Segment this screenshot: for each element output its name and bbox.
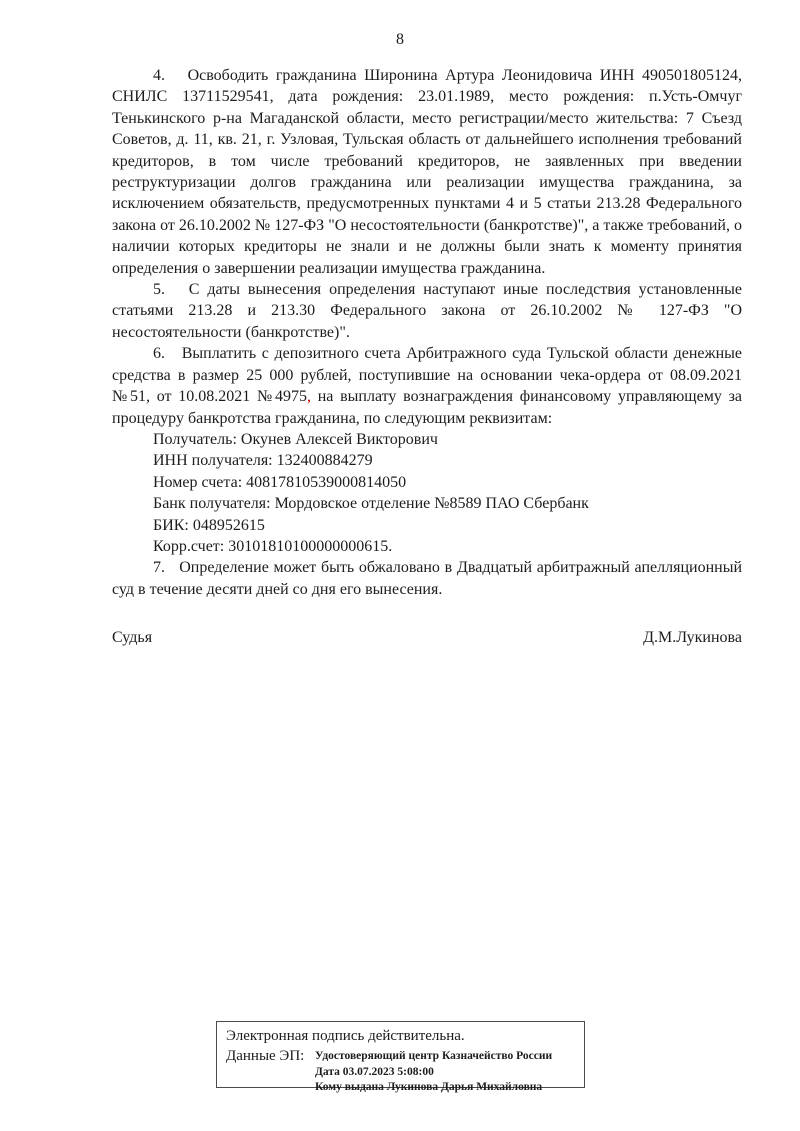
stamp-details — [315, 1047, 552, 1096]
digital-signature-stamp — [216, 1021, 585, 1093]
stamp-data-label: Данные ЭП: — [226, 1048, 305, 1064]
requisite-recipient: Получатель: Окунев Алексей Викторович — [153, 430, 438, 448]
requisite-inn: ИНН получателя: 132400884279 — [153, 452, 373, 470]
judge-label: Судья — [112, 629, 153, 647]
payment-requisites — [112, 429, 742, 557]
requisite-corr-account: Корр.счет: 30101810100000000615. — [153, 537, 393, 555]
requisite-account: Номер счета: 40817810539000814050 — [153, 473, 407, 491]
paragraph-6-text: 6. Выплатить с депозитного счета Арбитражного суда Тульской области денежные средства в размер 25 000 рублей, поступившие на основании чека-ордера от 08.09.2021 №51, от 10.08.2021 №4975 — [112, 345, 742, 406]
judge-signature-row — [112, 627, 742, 648]
stamp-certification-center: Удостоверяющий центр Казначейство России — [315, 1050, 553, 1062]
paragraph-6-payment — [112, 343, 742, 429]
requisite-bik: БИК: 048952615 — [153, 516, 265, 534]
stamp-issued-to: Кому выдана Лукинова Дарья Михайловна — [315, 1081, 543, 1093]
paragraph-6-text-continued: на выплату вознаграждения финансовому управляющему за процедуру банкротства гражданина, по следующим реквизитам: — [112, 388, 743, 427]
red-comma-mark: , — [306, 388, 311, 406]
judge-name: Д.М.Лукинова — [643, 629, 742, 647]
document-body — [112, 65, 742, 649]
page-number: 8 — [396, 31, 404, 48]
stamp-validity-title: Электронная подпись действительна. — [226, 1028, 465, 1044]
paragraph-4-release-citizen: 4. Освободить гражданина Широнина Артура Леонидовича ИНН 490501805124, СНИЛС 13711529541, дата рождения: 23.01.1989, место рождения: п.Усть-Омчуг Тенькинского р-на Магаданской области, место регистрации/место жительства: 7 Съезд Советов, д. 11, кв. 21, г. Узловая, Тульская область от дальнейшего исполнения требований кредиторов, в том числе требований кредиторов, не заявленных при введении реструктуризации долгов гражданина или реализации имущества гражданина, за исключением обязательств, предусмотренных пунктами 4 и 5 статьи 213.28 Федерального закона от 26.10.2002 № 127-ФЗ "О несостоятельности (банкротстве)", а также требований, о наличии которых кредиторы не знали и не должны были знать к моменту принятия определения о завершении реализации имущества гражданина. — [112, 67, 742, 277]
stamp-date: Дата 03.07.2023 5:08:00 — [315, 1065, 434, 1078]
paragraph-7-appeal: 7. Определение может быть обжаловано в Двадцатый арбитражный апелляционный суд в течение десяти дней со дня его вынесения. — [112, 559, 742, 598]
paragraph-5-consequences: 5. С даты вынесения определения наступают иные последствия установленные статьями 213.28 и 213.30 Федерального закона от 26.10.2002 № 127-ФЗ "О несостоятельности (банкротстве)". — [112, 281, 742, 341]
requisite-bank: Банк получателя: Мордовское отделение №8589 ПАО Сбербанк — [153, 495, 589, 513]
stamp-details-row — [226, 1047, 576, 1096]
